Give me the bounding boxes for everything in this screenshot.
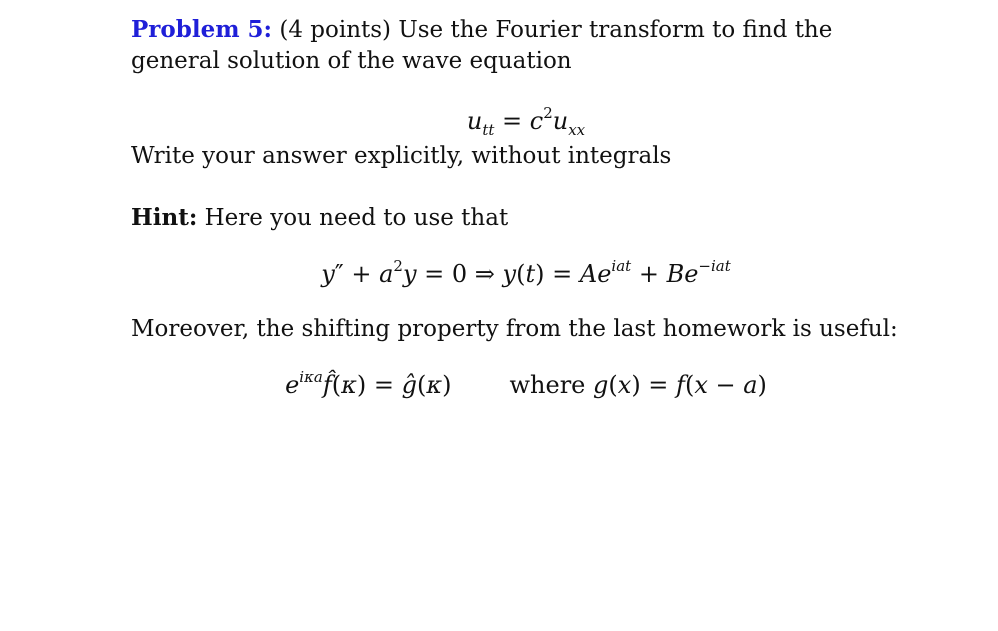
- shifting-property-equation: $e^{i\kappa a}f̂(\kappa)$ = ĝ(κ) where g(x) = f(x − a): [285, 368, 767, 399]
- hint-text: Here you need to use that: [197, 205, 509, 231]
- problem-label: Problem 5:: [131, 16, 273, 43]
- hint-label: Hint:: [131, 204, 198, 231]
- problem-text: (4 points) Use the Fourier transform to find the general solution of the wave equation: [131, 17, 833, 74]
- hint-statement: [131, 202, 921, 234]
- answer-instruction: Write your answer explicitly, without integrals: [131, 143, 672, 169]
- wave-equation: $u_{tt} = c^2u_{xx}$: [466, 104, 586, 139]
- problem-statement: [131, 14, 921, 77]
- where-word: where: [509, 371, 586, 399]
- ode-solution-equation: $y'' + a^2y = 0$ ⇒ $y(t) = Ae^{iat} + Be^{-iat}$: [321, 257, 731, 288]
- problem-document: [131, 14, 921, 401]
- moreover-statement: Moreover, the shifting property from the last homework is useful:: [131, 316, 898, 342]
